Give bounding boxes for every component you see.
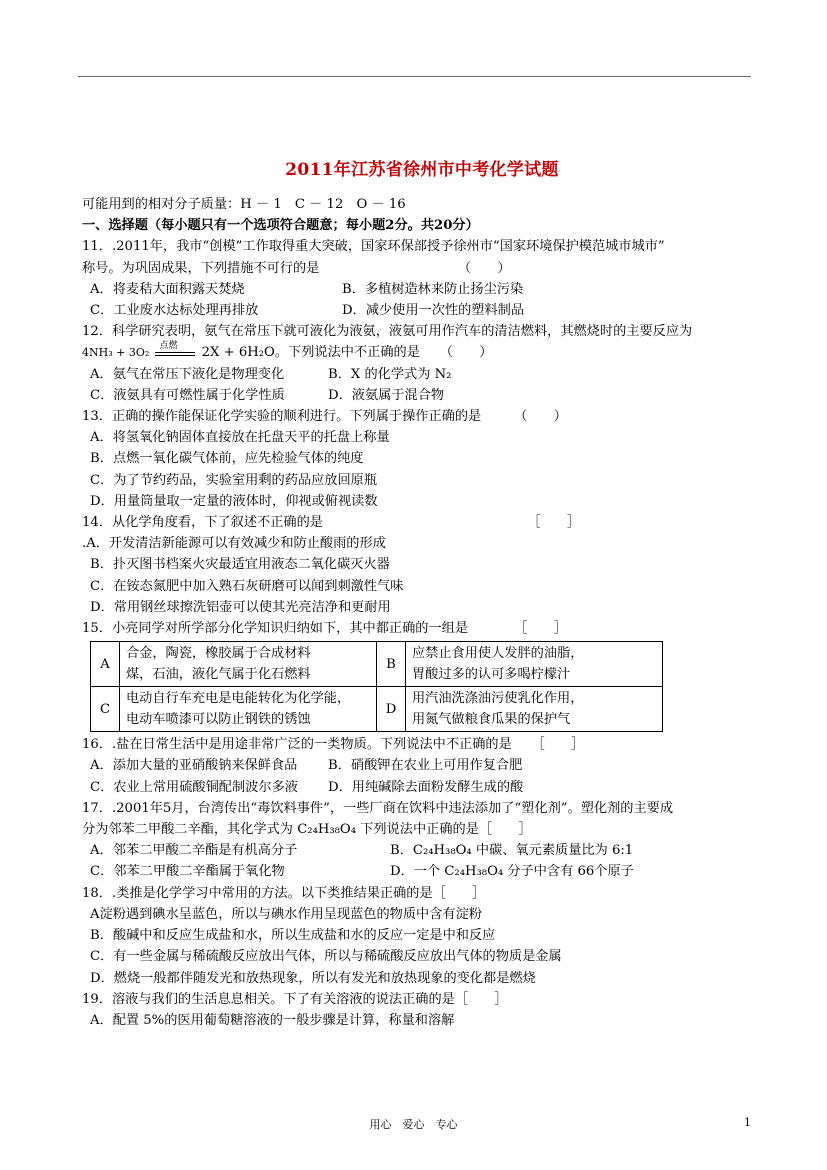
q18-option-d: D．燃烧一般都伴随发光和放热现象，所以有发光和放热现象的变化都是燃烧 [90, 970, 536, 986]
q12-option-a: A．氨气在常压下液化是物理变化 [90, 366, 285, 382]
q12-stem-1: 12．科学研究表明，氨气在常压下就可液化为液氨，液氨可用作汽车的清洁燃料，其燃烧时的主要反应为 [82, 324, 693, 340]
q15-table [90, 641, 663, 732]
q15-cell-b [406, 642, 663, 687]
page-number: 1 [744, 1116, 751, 1129]
q18-option-b: B．酸碱中和反应生成盐和水，所以生成盐和水的反应一定是中和反应 [90, 928, 496, 944]
q12-option-c: C．液氨具有可燃性属于化学性质 [90, 387, 285, 403]
q14-option-b: B．扑灭图书档案火灾最适宜用液态二氧化碳灭火器 [90, 557, 390, 573]
q18-option-c: C．有一些金属与稀硫酸反应放出气体，所以与稀硫酸反应放出气体的物质是金属 [90, 949, 562, 965]
q14-option-d: D．常用钢丝球擦洗铝壶可以使其光亮洁净和更耐用 [90, 599, 391, 615]
page-footer: 用心 爱心 专心 [369, 1118, 458, 1131]
q15-a-line-1: 合金，陶瓷，橡胶属于合成材料 [126, 646, 311, 662]
q15-c-line-1: 电动自行车充电是电能转化为化学能， [126, 691, 351, 707]
q11-option-c: C．工业废水达标处理再排放 [90, 303, 259, 319]
q13-option-c: C．为了节约药品，实验室用剩的药品应放回原瓶 [90, 472, 378, 488]
q17-options-ab [82, 840, 762, 861]
q15-a-line-2: 煤，石油，液化气属于化石燃料 [126, 667, 311, 683]
q19-stem: 19．溶液与我们的生活息息相关。下了有关溶液的说法正确的是［ ］ [82, 991, 508, 1007]
q16-stem: 16．.盐在日常生活中是用途非常广泛的一类物质。下列说法中不正确的是 ［ ］ [82, 737, 585, 753]
q12-eq-left: 4NH₃ + 3O₂ [82, 346, 150, 360]
q13-option-b: B．点燃一氧化碳气体前，应先检验气体的纯度 [90, 451, 364, 467]
q14-option-c: C．在铵态氮肥中加入熟石灰研磨可以闻到刺激性气味 [90, 578, 404, 594]
q11-stem-1: 11．.2011年，我市“创模”工作取得重大突破，国家环保部授予徐州市“国家环境保护模范城市城市” [82, 239, 665, 255]
q18-stem: 18．.类推是化学学习中常用的方法。以下类推结果正确的是［ ］ [82, 885, 486, 901]
q13-stem: 13．正确的操作能保证化学实验的顺利进行。下列属于操作正确的是 （ ） [82, 409, 567, 425]
table-row [91, 687, 663, 732]
q17-stem-2: 分为邻苯二甲酸二辛酯，其化学式为 C₂₄H₃₈O₄ 下列说法中正确的是［ ］ [82, 822, 532, 838]
q12-eq-condition: 点燃 [159, 340, 178, 351]
q11-stem-2: 称号。为巩固成果，下列措施不可行的是 （ ） [82, 260, 511, 276]
q15-label-d: D [377, 687, 406, 732]
q17-option-b: B．C₂₄H₃₈O₄ 中碳、氧元素质量比为 6:1 [390, 843, 634, 859]
q15-cell-a [120, 642, 377, 687]
q11-option-a: A．将麦秸大面积露天焚烧 [90, 281, 245, 297]
q16-options-cd [82, 777, 762, 798]
q14-option-a: .A．开发清洁新能源可以有效减少和防止酸雨的形成 [82, 536, 386, 552]
q18-option-a: A淀粉遇到碘水呈蓝色，所以与碘水作用呈现蓝色的物质中含有淀粉 [90, 906, 482, 922]
q12-option-d: D．液氨属于混合物 [328, 387, 445, 403]
reaction-arrow [153, 340, 197, 360]
atomic-mass-line: 可能用到的相对分子质量：H － 1 C － 12 O － 16 [82, 197, 406, 212]
q16-option-a: A．添加大量的亚硝酸钠来保鲜食品 [90, 758, 298, 774]
table-row [91, 642, 663, 687]
q17-stem-1: 17．.2001年5月，台湾传出“毒饮料事件”，一些厂商在饮料中违法添加了“塑化剂”。塑化剂的主要成 [82, 800, 674, 816]
q12-equation [82, 342, 762, 363]
q12-eq-right: 2X + 6H₂O。下列说法中不正确的是 （ ） [201, 345, 493, 361]
q16-option-d: D．用纯碱除去面粉发酵生成的酸 [328, 779, 524, 795]
q17-option-d: D．一个 C₂₄H₃₈O₄ 分子中含有 66个原子 [390, 864, 634, 880]
header-rule [78, 76, 751, 77]
q13-option-a: A．将氢氧化钠固体直接放在托盘天平的托盘上称量 [90, 430, 390, 446]
q17-option-c: C．邻苯二甲酸二辛酯属于氧化物 [90, 864, 285, 880]
q12-option-b: B．X 的化学式为 N₂ [328, 366, 452, 382]
q15-b-line-2: 胃酸过多的认可多喝柠檬汁 [412, 667, 571, 683]
q12-options-ab [82, 364, 762, 385]
q17-options-cd [82, 861, 762, 882]
page-title: 2011年江苏省徐州市中考化学试题 [285, 160, 559, 180]
q15-stem: 15．小亮同学对所学部分化学知识归纳如下，其中都正确的一组是 ［ ］ [82, 621, 567, 637]
q16-options-ab [82, 755, 762, 776]
q11-options-ab [82, 279, 762, 300]
q17-option-a: A．邻苯二甲酸二辛酯是有机高分子 [90, 843, 298, 859]
q11-option-b: B．多植树造林来防止扬尘污染 [342, 281, 524, 297]
q15-label-b: B [377, 642, 406, 687]
q16-option-c: C．农业上常用硫酸铜配制波尔多液 [90, 779, 298, 795]
q11-options-cd [82, 300, 762, 321]
q11-option-d: D．减少使用一次性的塑料制品 [342, 303, 525, 319]
q15-d-line-2: 用氮气做粮食瓜果的保护气 [412, 712, 571, 728]
q15-c-line-2: 电动车喷漆可以防止钢铁的锈蚀 [126, 712, 311, 728]
document-body [82, 158, 762, 1031]
q12-options-cd [82, 385, 762, 406]
q15-cell-d [406, 687, 663, 732]
q14-stem: 14．从化学角度看，下了叙述不正确的是 ［ ］ [82, 515, 581, 531]
q15-d-line-1: 用汽油洗涤油污使乳化作用， [412, 691, 584, 707]
q13-option-d: D．用量筒量取一定量的液体时，仰视或俯视读数 [90, 493, 378, 509]
q15-b-line-1: 应禁止食用使人发胖的油脂， [412, 646, 584, 662]
q16-option-b: B．硝酸钾在农业上可用作复合肥 [328, 758, 523, 774]
q15-label-a: A [91, 642, 120, 687]
section-heading: 一、选择题（每小题只有一个选项符合题意；每小题2分。共20分） [82, 218, 479, 234]
q15-cell-c [120, 687, 377, 732]
q15-label-c: C [91, 687, 120, 732]
q19-option-a: A．配置 5%的医用葡萄糖溶液的一般步骤是计算，称量和溶解 [90, 1012, 455, 1028]
